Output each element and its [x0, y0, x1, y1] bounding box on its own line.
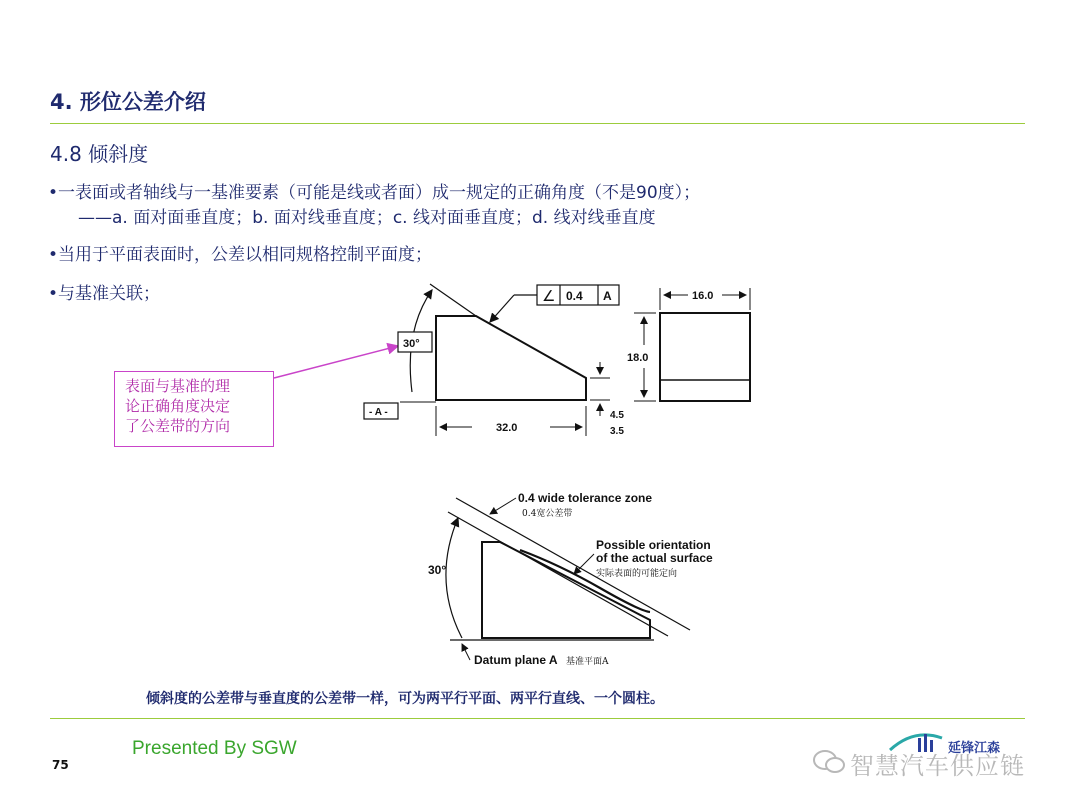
zone-label-cn: 0.4宽公差带 — [522, 509, 573, 519]
datum-reference: A — [603, 289, 612, 303]
watermark-text: 智慧汽车供应链 — [850, 752, 1025, 780]
orientation-label-cn: 实际表面的可能定向 — [596, 569, 678, 579]
bullet-flatness: •当用于平面表面时，公差以相同规格控制平面度； — [48, 245, 433, 265]
dim-lower-limit: 3.5 — [610, 426, 624, 437]
datum-plane-label-cn: 基准平面A — [566, 657, 609, 667]
zone-label: 0.4 wide tolerance zone — [518, 491, 653, 505]
angularity-symbol: ∠ — [542, 288, 556, 305]
datum-label: - A - — [369, 407, 388, 418]
tolerance-zone-drawing — [0, 470, 1080, 680]
zone-angle-value: 30° — [428, 563, 447, 577]
slide-title: 4. 形位公差介绍 — [50, 90, 206, 114]
page-number: 75 — [52, 758, 69, 772]
section-heading: 4.8 倾斜度 — [50, 142, 149, 166]
orientation-label-2: of the actual surface — [596, 551, 713, 565]
callout-line-2: 论正确角度决定 — [125, 397, 231, 415]
side-view — [660, 313, 750, 401]
callout-line-3: 了公差带的方向 — [125, 417, 231, 435]
dim-width: 16.0 — [692, 290, 714, 302]
orientation-label-1: Possible orientation — [596, 538, 711, 552]
part-profile — [436, 316, 586, 400]
presented-by: Presented By SGW — [132, 738, 297, 759]
dim-upper-limit: 4.5 — [610, 410, 624, 421]
datum-plane-label: Datum plane A — [474, 653, 558, 667]
figure-caption: 倾斜度的公差带与垂直度的公差带一样，可为两平行平面、两平行直线、一个圆柱。 — [146, 691, 664, 707]
angle-extension — [430, 284, 476, 316]
basic-angle-value: 30° — [403, 338, 420, 350]
bullet-definition: •一表面或者轴线与一基准要素（可能是线或者面）成一规定的正确角度（不是90度）； — [48, 183, 701, 203]
zone-angle-arc — [446, 518, 462, 638]
bullet-datum: •与基准关联； — [48, 284, 161, 304]
bullet-definition-sub: ——a. 面对面垂直度；b. 面对线垂直度；c. 线对面垂直度；d. 线对线垂直度 — [78, 208, 656, 228]
tolerance-value: 0.4 — [566, 289, 583, 303]
brand-name: 延锋江森 — [948, 741, 1001, 756]
dim-length: 32.0 — [496, 422, 518, 434]
wechat-icon — [812, 748, 846, 776]
bottom-divider — [50, 718, 1025, 719]
dim-height: 18.0 — [627, 352, 649, 364]
callout-line-1: 表面与基准的理 — [125, 377, 231, 395]
callout-leader — [274, 346, 398, 378]
